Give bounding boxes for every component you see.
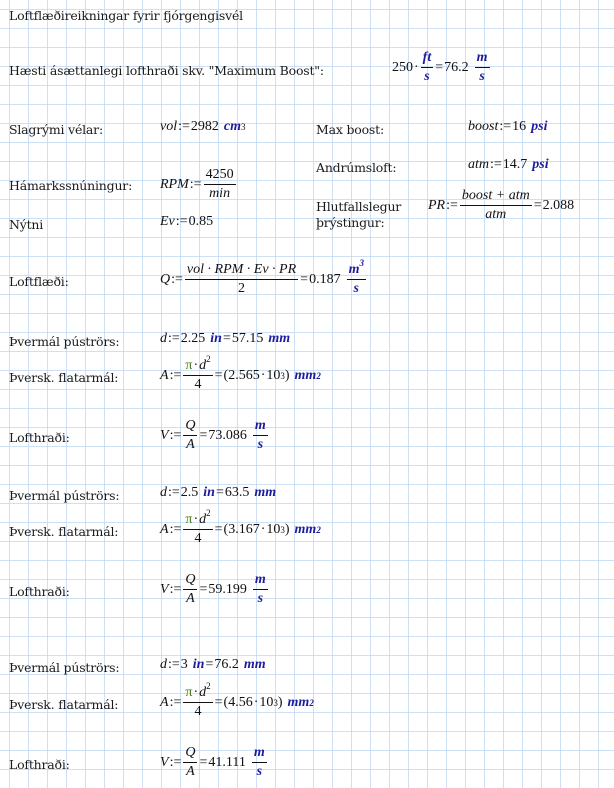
area-result: 2.565 bbox=[228, 367, 260, 383]
equals-sign: = bbox=[435, 59, 444, 75]
pi-symbol: π bbox=[185, 358, 193, 373]
diameter-value: 3 bbox=[180, 657, 188, 672]
dot-operator: · bbox=[260, 367, 266, 383]
var-atm: atm bbox=[468, 157, 489, 172]
area-numerator bbox=[183, 508, 212, 530]
pipe-diameter-label: Þvermál púströrs: bbox=[9, 334, 120, 349]
unit-mm: mm bbox=[254, 485, 277, 500]
rpm-fraction bbox=[204, 167, 236, 202]
unit-in: in bbox=[203, 485, 215, 500]
pipe-diameter-definition bbox=[160, 657, 266, 673]
assign-operator: := bbox=[168, 485, 180, 500]
area-denominator: 4 bbox=[194, 704, 202, 719]
unit-m: m bbox=[475, 50, 490, 68]
var-a: A bbox=[160, 694, 169, 710]
pressure-ratio-label-line1: Hlutfallslegur bbox=[316, 199, 402, 214]
cross-section-area-label: Þversk. flatarmál: bbox=[9, 370, 119, 385]
assign-operator: := bbox=[168, 657, 180, 672]
unit-s: s bbox=[256, 764, 263, 779]
unit-m: m bbox=[253, 418, 268, 436]
exponent: 2 bbox=[206, 681, 211, 691]
speed-unit-fraction bbox=[253, 572, 268, 607]
unit-m3 bbox=[347, 258, 366, 280]
area-numerator bbox=[183, 681, 212, 703]
right-paren: ) bbox=[284, 367, 290, 383]
assign-operator: := bbox=[169, 427, 182, 443]
speed-fraction bbox=[183, 572, 197, 607]
page-title: Loftflæðireikningar fyrir fjórgengisvél bbox=[9, 8, 243, 23]
equals-sign: = bbox=[199, 427, 208, 443]
left-paren: ( bbox=[223, 367, 229, 383]
assign-operator: := bbox=[499, 119, 512, 134]
speed-fraction bbox=[183, 418, 197, 453]
ten: 10 bbox=[259, 694, 274, 710]
area-denominator: 4 bbox=[194, 377, 202, 392]
assign-operator: := bbox=[169, 521, 182, 537]
assign-operator: := bbox=[490, 157, 502, 172]
unit-cm: cm bbox=[223, 119, 242, 134]
q-unit-fraction bbox=[347, 258, 366, 297]
speed-denominator: A bbox=[186, 764, 195, 779]
assign-operator: := bbox=[169, 581, 182, 597]
var-v: V bbox=[160, 754, 169, 770]
var-ev: Ev bbox=[160, 214, 175, 229]
max-rpm-label: Hámarkssnúningur: bbox=[9, 178, 133, 193]
area-result: 3.167 bbox=[228, 521, 260, 537]
speed-unit-fraction bbox=[252, 745, 267, 780]
q-definition bbox=[160, 258, 367, 297]
area-fraction bbox=[183, 681, 212, 720]
air-speed-label: Lofthraði: bbox=[9, 757, 70, 772]
equals-sign: = bbox=[199, 581, 208, 597]
area-fraction bbox=[183, 508, 212, 547]
displacement-label: Slagrými vélar: bbox=[9, 122, 103, 137]
area-definition: A := $\frac{\pi\cdot d^2}{4}$ = ( 3.167 · 10 3 ) mm 2 bbox=[160, 508, 321, 546]
var-d: d bbox=[199, 358, 207, 373]
unit-s: s bbox=[424, 69, 430, 84]
atm-definition bbox=[468, 157, 549, 173]
equals-sign: = bbox=[199, 754, 208, 770]
var-d: d bbox=[199, 685, 207, 700]
cross-section-area-label: Þversk. flatarmál: bbox=[9, 524, 119, 539]
dot-operator: · bbox=[193, 685, 199, 700]
unit-mm: mm bbox=[287, 694, 310, 710]
pressure-ratio-label-line2: þrýstingur: bbox=[316, 215, 385, 230]
speed-denominator: A bbox=[186, 591, 195, 606]
left-paren: ( bbox=[223, 694, 229, 710]
speed-result: 73.086 bbox=[208, 427, 247, 443]
unit-s: s bbox=[257, 591, 264, 606]
diameter-result: 57.15 bbox=[231, 331, 264, 346]
rpm-definition bbox=[160, 167, 237, 202]
unit-in: in bbox=[192, 657, 205, 672]
vol-definition: vol := 2982 cm 3 bbox=[160, 119, 246, 134]
equals-sign: = bbox=[214, 521, 223, 537]
equals-sign: = bbox=[222, 331, 231, 346]
unit-psi: psi bbox=[531, 119, 548, 134]
assign-operator: := bbox=[169, 754, 182, 770]
speed-denominator: A bbox=[186, 437, 195, 452]
dot-operator: · bbox=[193, 358, 199, 373]
var-d: d bbox=[199, 512, 207, 527]
speed-fraction bbox=[183, 745, 197, 780]
pipe-diameter-definition bbox=[160, 485, 276, 501]
equals-sign: = bbox=[300, 271, 309, 287]
speed-definition bbox=[160, 418, 269, 453]
diameter-result: 76.2 bbox=[214, 657, 239, 672]
speed-definition bbox=[160, 572, 269, 607]
unit-m: m bbox=[253, 572, 268, 590]
vol-value: 2982 bbox=[190, 119, 219, 134]
dot-operator: · bbox=[414, 59, 419, 75]
speed-result: 41.111 bbox=[208, 754, 246, 770]
assign-operator: := bbox=[169, 367, 182, 383]
dot-operator: · bbox=[253, 694, 259, 710]
var-pr: PR bbox=[428, 197, 446, 213]
area-result: 4.56 bbox=[228, 694, 253, 710]
ev-definition bbox=[160, 214, 213, 230]
var-v: V bbox=[160, 581, 169, 597]
air-speed-label: Lofthraði: bbox=[9, 584, 70, 599]
airflow-label: Loftflæði: bbox=[9, 274, 69, 289]
left-paren: ( bbox=[223, 521, 229, 537]
var-a: A bbox=[160, 367, 169, 383]
right-paren: ) bbox=[277, 694, 283, 710]
efficiency-label: Nýtni bbox=[9, 217, 44, 232]
max-speed-label: Hæsti ásættanlegi lofthraði skv. "Maximum Boost": bbox=[9, 63, 324, 78]
max-boost-label: Max boost: bbox=[316, 122, 384, 137]
pr-fraction bbox=[460, 188, 532, 223]
pi-symbol: π bbox=[185, 512, 193, 527]
assign-operator: := bbox=[168, 331, 180, 346]
exponent: 2 bbox=[206, 508, 211, 518]
unit-m: m bbox=[348, 262, 360, 277]
pipe-diameter-label: Þvermál púströrs: bbox=[9, 660, 120, 675]
atmosphere-label: Andrúmsloft: bbox=[316, 160, 397, 175]
assign-operator: := bbox=[169, 694, 182, 710]
var-rpm: RPM bbox=[160, 176, 189, 192]
unit-mm: mm bbox=[243, 657, 266, 672]
boost-definition bbox=[468, 119, 547, 135]
equals-sign: = bbox=[214, 694, 223, 710]
pr-denominator: atm bbox=[485, 207, 507, 222]
area-denominator: 4 bbox=[194, 531, 202, 546]
var-d: d bbox=[160, 485, 167, 500]
unit-fraction bbox=[421, 50, 434, 85]
dot-operator: · bbox=[260, 521, 266, 537]
assign-operator: := bbox=[189, 176, 202, 192]
var-vol: vol bbox=[160, 119, 178, 134]
var-d: d bbox=[160, 657, 167, 672]
pr-definition bbox=[428, 188, 574, 223]
pr-result: 2.088 bbox=[542, 197, 575, 213]
pipe-diameter-label: Þvermál púströrs: bbox=[9, 488, 120, 503]
area-definition: A := $\frac{\pi\cdot d^2}{4}$ = ( 4.56 · 10 3 ) mm 2 bbox=[160, 681, 314, 719]
assign-operator: := bbox=[171, 271, 183, 287]
diameter-value: 2.25 bbox=[180, 331, 206, 346]
speed-numerator: Q bbox=[183, 418, 197, 436]
var-v: V bbox=[160, 427, 169, 443]
var-d: d bbox=[160, 331, 167, 346]
ev-value: 0.85 bbox=[188, 214, 214, 229]
rpm-numerator: 4250 bbox=[204, 167, 236, 185]
speed-numerator: Q bbox=[183, 745, 197, 763]
speed-result: 59.199 bbox=[208, 581, 247, 597]
max-speed-expression bbox=[392, 50, 491, 85]
unit-mm: mm bbox=[268, 331, 291, 346]
unit-m: m bbox=[252, 745, 267, 763]
unit-mm: mm bbox=[294, 367, 317, 383]
unit-ft: ft bbox=[421, 50, 434, 68]
var-a: A bbox=[160, 521, 169, 537]
unit-mm: mm bbox=[294, 521, 317, 537]
area-fraction bbox=[183, 354, 212, 393]
unit-exponent: 3 bbox=[359, 258, 364, 268]
exponent: 2 bbox=[206, 354, 211, 364]
var-q: Q bbox=[160, 271, 171, 287]
ten: 10 bbox=[266, 521, 281, 537]
diameter-result: 63.5 bbox=[224, 485, 250, 500]
dot-operator: · bbox=[193, 512, 199, 527]
unit-s: s bbox=[353, 281, 359, 296]
equals-sign: = bbox=[205, 657, 214, 672]
speed-definition bbox=[160, 745, 268, 780]
unit-s: s bbox=[257, 437, 264, 452]
q-denominator: 2 bbox=[238, 281, 246, 296]
equals-sign: = bbox=[214, 367, 223, 383]
assign-operator: := bbox=[178, 119, 190, 134]
q-result: 0.187 bbox=[309, 271, 341, 287]
pipe-diameter-definition bbox=[160, 331, 290, 347]
area-numerator bbox=[183, 354, 212, 376]
assign-operator: := bbox=[446, 197, 458, 213]
pi-symbol: π bbox=[185, 685, 193, 700]
q-fraction bbox=[185, 262, 298, 297]
diameter-value: 2.5 bbox=[180, 485, 199, 500]
cross-section-area-label: Þversk. flatarmál: bbox=[9, 697, 119, 712]
result-unit-fraction bbox=[475, 50, 490, 85]
atm-value: 14.7 bbox=[502, 157, 528, 172]
rpm-denominator: min bbox=[209, 186, 231, 201]
boost-value: 16 bbox=[512, 119, 527, 134]
equals-sign: = bbox=[215, 485, 224, 500]
q-numerator: vol · RPM · Ev · PR bbox=[185, 262, 298, 280]
speed-unit-fraction bbox=[253, 418, 268, 453]
air-speed-label: Lofthraði: bbox=[9, 430, 70, 445]
pr-numerator: boost + atm bbox=[460, 188, 532, 206]
equals-sign: = bbox=[533, 197, 542, 213]
var-boost: boost bbox=[468, 119, 499, 134]
right-paren: ) bbox=[284, 521, 290, 537]
unit-in: in bbox=[210, 331, 222, 346]
speed-numerator: Q bbox=[183, 572, 197, 590]
assign-operator: := bbox=[175, 214, 188, 229]
ten: 10 bbox=[266, 367, 281, 383]
max-speed-result: 76.2 bbox=[444, 59, 469, 75]
unit-psi: psi bbox=[532, 157, 549, 172]
unit-s: s bbox=[479, 69, 485, 84]
area-definition: A := $\frac{\pi\cdot d^2}{4}$ = ( 2.565 · 10 3 ) mm 2 bbox=[160, 354, 321, 392]
max-speed-value: 250 bbox=[392, 59, 413, 75]
